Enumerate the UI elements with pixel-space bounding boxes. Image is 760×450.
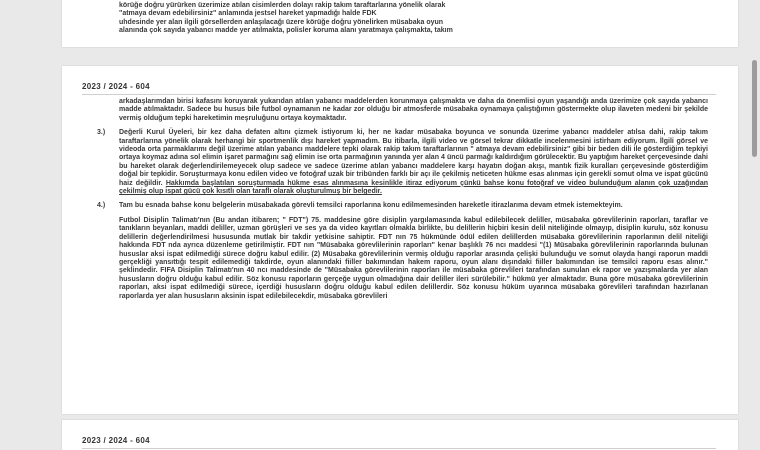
document-page-current (62, 66, 738, 414)
item-text: Değerli Kurul Üyeleri, bir kez daha defaten altını çizmek istiyorum ki, her ne kadar müsabaka boyunca ve sonunda üzerime yabancı maddeler atılsa dahi, rakip takım taraftarlarına yönelik olarak herhangi bir sportmenlik dışı hareket yapmadım. Bu itibarla, ilgili video ve görsel tekrar dikkatle incelenmesini istirham ediyorum. İlgili görsel ve videoda orta parmaklarımı değil üzerime atılan yabancı maddelere tepki olarak rakip takım taraftarlarının " atmaya devam edebilirsiniz" gibi bir beden dili ile gösterdiğim tepkiyi ortaya koymaz adına sol elimin işaret parmağını sağ elimin ise orta parmağının yanında yer alan 4 üncü parmağı kaldırdığım görülecektir. Bu yaptığım hareket çerçevesinde dahi bu hareket olarak değerlendirilemeyecek olup sadece ve sadece üzerime atılan yabancı maddelere karşı hayatın doğan akışı, mantık fizik kuralları çerçevesinde gösterdiğim doğal bir tepkidir. Soruşturmaya konu edilen video ve fotoğraf uzak bir tribünden farklı bir açı ile çekilmiş neticeten hükme esas alınmas için gerekli somut olma ve ispat gücünü haiz değildir. (119, 129, 708, 187)
document-page-previous (62, 0, 738, 47)
text-line: "atmaya devam edebilirsiniz" anlamında jestsel hareket yapmadığı halde FDK (119, 10, 377, 18)
item-number: 3.) (97, 129, 106, 137)
page-header: 2023 / 2024 - 604 (82, 82, 150, 91)
page-header: 2023 / 2024 - 604 (82, 436, 150, 445)
item-text: Tam bu esnada bahse konu belgelerin müsabakada görevli temsilci raporlarına konu edilmemesinden hareketle itirazlarıma devam etmek istemekteyim. (119, 202, 623, 210)
numbered-item-4 (97, 202, 708, 210)
item-number: 4.) (97, 202, 106, 210)
page-text-previous (119, 2, 708, 36)
header-divider (82, 94, 716, 95)
underlined-text: Hakkımda başlatılan soruşturmada hükme esas alınmasına kesinlikle itiraz ediyorum çünkü bahse konu fotoğraf ve video bulunduğum alanın çok uzağından çekilmiş olup ispat gücü çok kısıtlı olan taraflı olarak oluşturulmuş bir belgedir. (119, 179, 708, 196)
numbered-item-3 (97, 129, 708, 196)
text-line: uhdesinde yer alan ilgili görsellerden anlaşılacağı üzere körüğe doğru yönelirken müsabaka oyun (119, 18, 444, 26)
text-line: alanında çok sayıda yabancı madde yer atılmakta, polisler koruma alanı yaratmaya çalışmakta, takım (119, 27, 453, 35)
page-body (97, 98, 708, 307)
document-page-next (62, 420, 738, 450)
legal-paragraph: Futbol Disiplin Talimatı'nın (Bu andan itibaren; " FDT") 75. maddesine göre disiplin yargılamasında kabul edilebilecek deliller, müsabaka görevlilerinin raporları, taraflar ve tanıkların beyanları, maddi deliller, uzman görüşleri ve ses ya da video kayıtları olmakla birlikte, bu delillerin hiçbiri kesin delil niteliğinde olmayıp, disiplin kurulu, söz konusu delillerin değerlendirilmesi hususunda mutlak bir takdir yetkisine sahiptir. FDT nın 75 hükmünde ödül edilen delillerden müsabaka görevlilerinin raporlarının delil niteliği hakkında FDT nda ayrıca düzenleme getirilmiştir. FDT nın "Müsabaka görevlilerinin raporları" kenar başlıklı 76 ncı maddesi "(1) Müsabaka görevlilerinin raporlarında bulunan hususlar aksi ispat edilmediği sürece doğru kabul edilir. (2) Müsabaka görevlilerinin vermiş olduğu raporlar arasında çelişki bulunduğu ve somut olayda hangi raporun maddi gerçekliği yansıttığı tespit edilemediği takdirde, oyun alanındaki fiiller bakımından hakem raporu, oyun alanı dışındaki fiiller bakımından ise temsilci raporu esas alınır." şeklindedir. FIFA Disiplin Talimatı'nın 40 ncı maddesinde de "Müsabaka görevlilerinin raporları ile müsabaka görevlileri tarafından sunulan ek rapor ve yazışmalarda yer alan hususların doğru olduğu kabul edilir. Söz konusu raporların gerçeğe uygun olmadığına dair deliller ileri sürülebilir." hükmü yer almaktadır. Buna göre müsabaka görevlilerinin raporları, aksi ispat edilmediği sürece, içerdiği hususların doğru olduğu kabul edilen delillerdir. Söz konusu hüküm uyarınca müsabaka görevlileri tarafından hazırlanan raporlarda yer alan hususların aksinin ispat edilebilecekdir, müsabaka görevlileri (119, 216, 708, 300)
text-line: körüğe doğru yürürken üzerimize atılan cisimlerden dolayı rakip takım taraftarlarına yönelik olarak (119, 2, 446, 9)
vertical-scrollbar[interactable] (752, 60, 757, 157)
intro-paragraph: arkadaşlarımdan birisi kafasını koruyarak yukarıdan atılan yabancı maddelerden korunmaya çalışmakta ve daha da önemlisi oyun yaşandığı anda üzerimize çok sayıda yabancı madde atılmaktadır. Sadece bu husus bile futbol oynamanın ne kadar zor olduğu bir atmosferde müsabaka oynamaya çalıştığımın göstermekte olup ilaveten medeni bir şekilde vermiş olduğum tepki hareketimin meşruluğunu ortaya koymaktadır. (119, 98, 708, 122)
header-divider (82, 448, 716, 449)
